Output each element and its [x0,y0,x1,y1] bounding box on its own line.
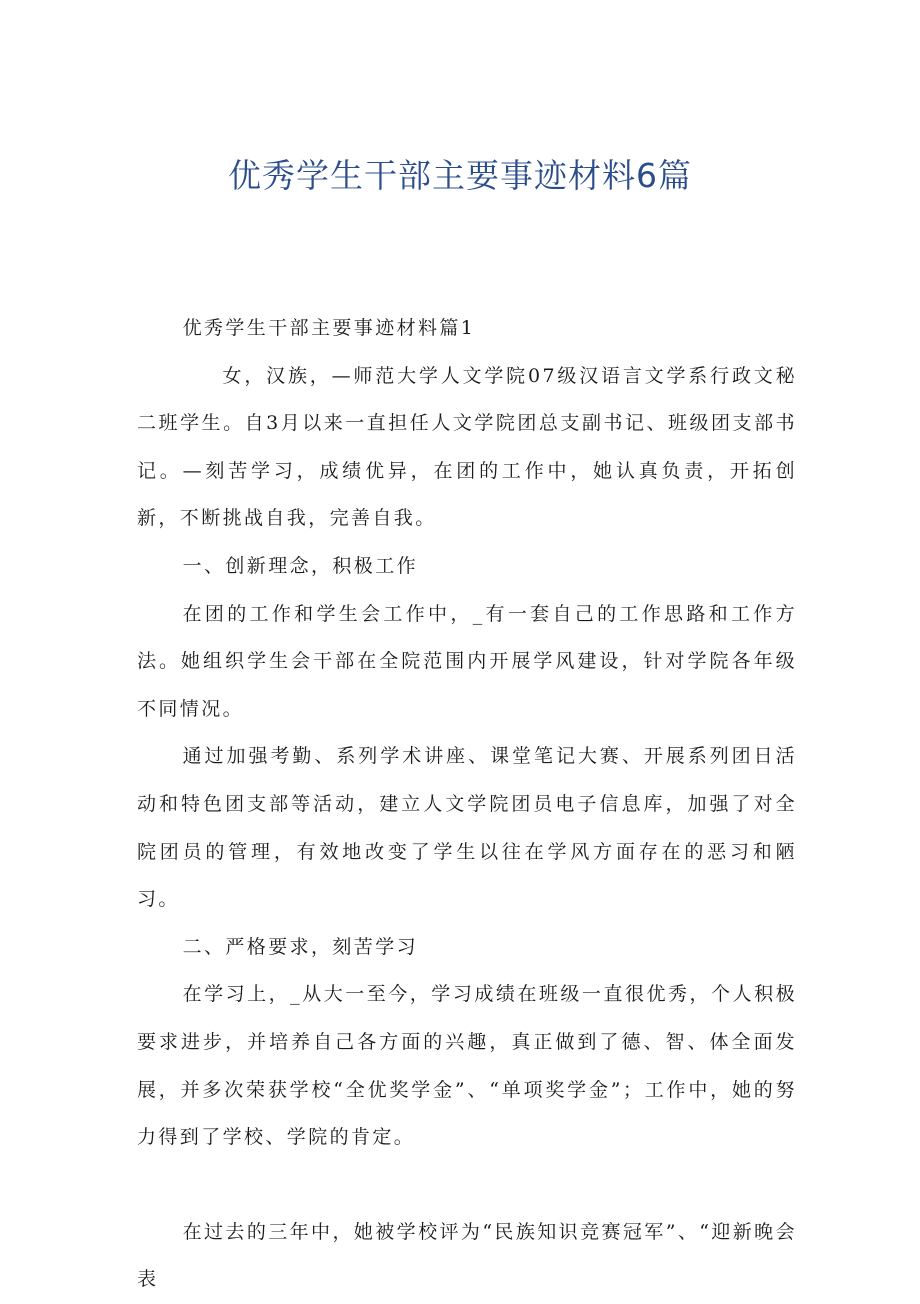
body-paragraph: 在学习上，_从大一至今，学习成绩在班级一直很优秀，个人积极要求进步，并培养自己各方面的兴趣，真正做到了德、智、体全面发展，并多次荣获学校“全优奖学金”、“单项奖学金”；工作中，她的努力得到了学校、学院的肯定。 [137,983,797,1149]
body-paragraph: 女，汉族，—师范大学人文学院07级汉语言文学系行政文秘二班学生。自3月以来一直担任人文学院团总支副书记、班级团支部书记。—刻苦学习，成绩优异，在团的工作中，她认真负责，开拓创新，不断挑战自我，完善自我。 [137,364,797,530]
section-heading: 二、严格要求，刻苦学习 [182,935,418,958]
document-body [137,305,797,1304]
section-heading: 优秀学生干部主要事迹材料篇1 [182,317,476,339]
section-heading: 一、创新理念，积极工作 [182,554,418,577]
body-paragraph: 在过去的三年中，她被学校评为“民族知识竞赛冠军”、“迎新晚会表 [137,1220,797,1291]
body-paragraph: 在团的工作和学生会工作中，_有一套自己的工作思路和工作方法。她组织学生会干部在全院范围内开展学风建设，针对学院各年级不同情况。 [137,602,797,720]
document-title: 优秀学生干部主要事迹材料6篇 [228,156,692,195]
body-paragraph: 通过加强考勤、系列学术讲座、课堂笔记大赛、开展系列团日活动和特色团支部等活动，建立人文学院团员电子信息库，加强了对全院团员的管理，有效地改变了学生以往在学风方面存在的恶习和陋习。 [137,745,797,911]
